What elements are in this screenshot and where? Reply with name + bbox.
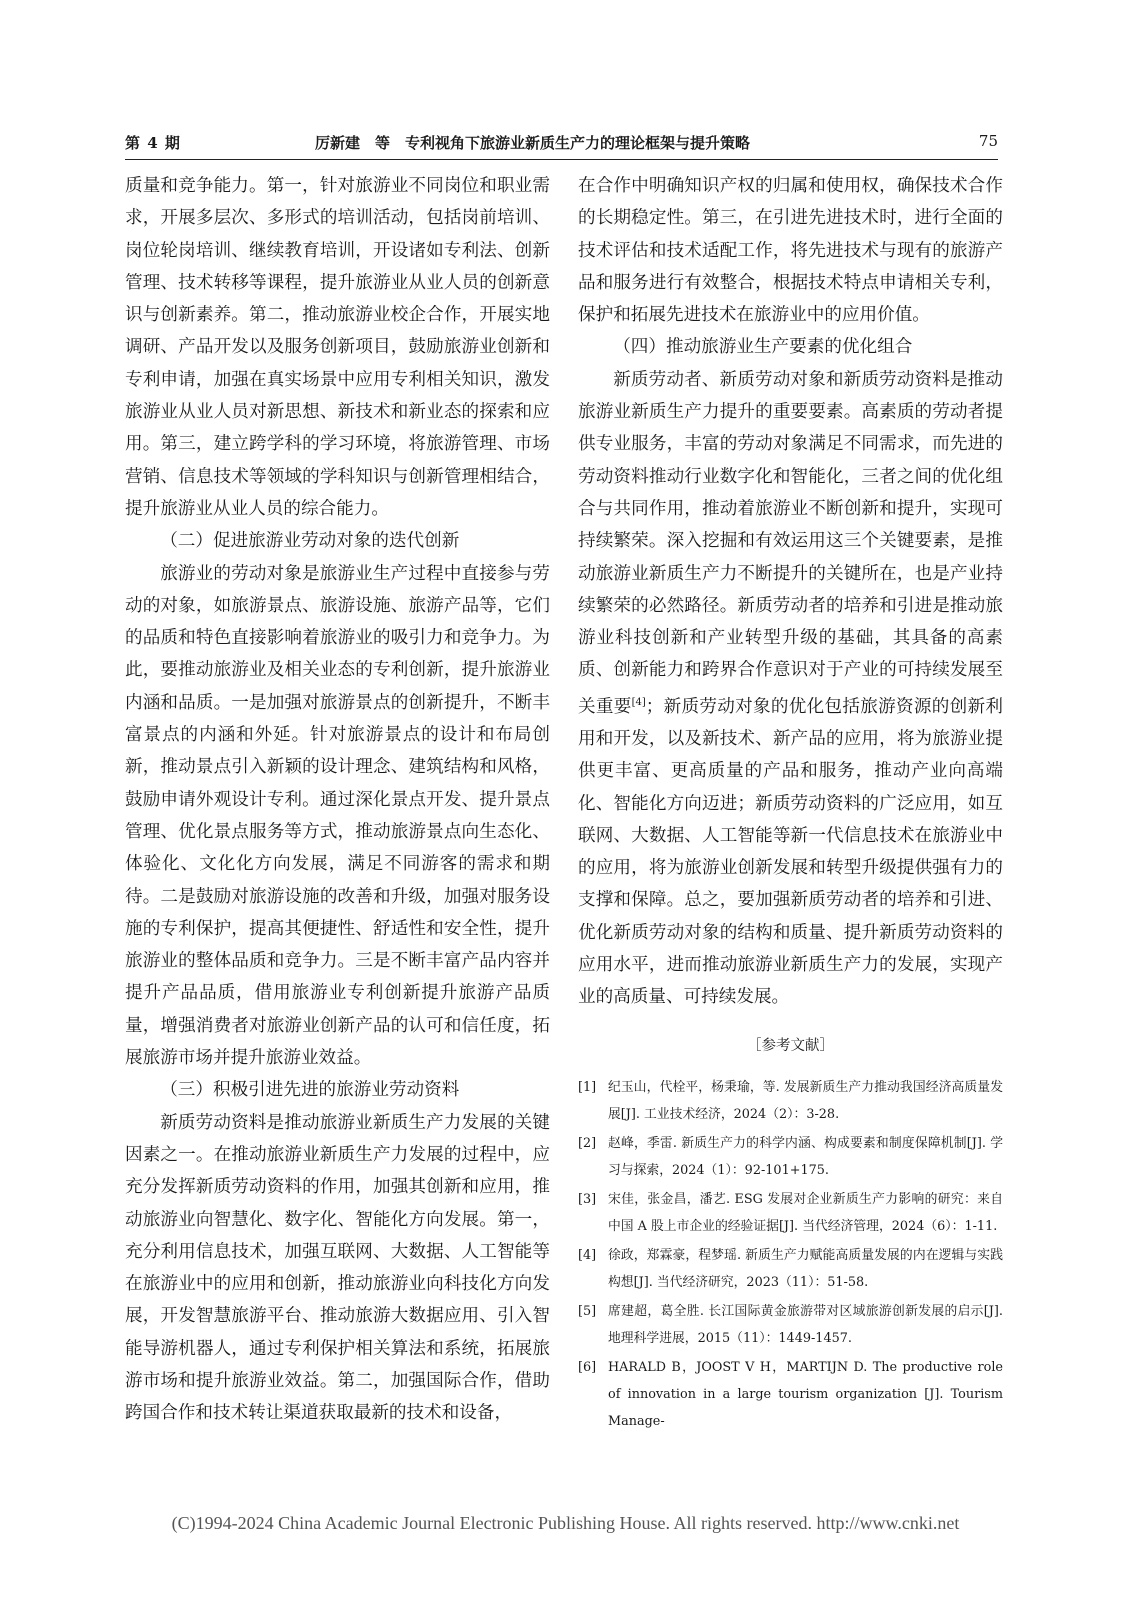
header-rule (125, 159, 998, 160)
reference-item (578, 1074, 1003, 1128)
reference-number: [2] (578, 1135, 597, 1151)
reference-text: 赵峰，季雷. 新质生产力的科学内涵、构成要素和制度保障机制[J]. 学习与探索，2024（1）：92-101+175. (608, 1135, 1003, 1178)
reference-list (578, 1074, 1003, 1435)
reference-number: [5] (578, 1303, 597, 1319)
reference-number: [1] (578, 1079, 597, 1095)
reference-text: HARALD B，JOOST V H，MARTIJN D. The productive role of innovation in a large tourism organization [J]. Tourism Manage- (608, 1359, 1003, 1429)
reference-text: 席建超，葛全胜. 长江国际黄金旅游带对区域旅游创新发展的启示[J]. 地理科学进展，2015（11）：1449-1457. (608, 1303, 1003, 1346)
reference-item (578, 1242, 1003, 1296)
reference-text: 纪玉山，代栓平，杨秉瑜，等. 发展新质生产力推动我国经济高质量发展[J]. 工业技术经济，2024（2）：3-28. (608, 1079, 1003, 1122)
reference-number: [6] (578, 1359, 597, 1375)
page-number: 75 (978, 132, 998, 150)
reference-item (578, 1354, 1003, 1435)
paragraph: 旅游业的劳动对象是旅游业生产过程中直接参与劳动的对象，如旅游景点、旅游设施、旅游产品等，它们的品质和特色直接影响着旅游业的吸引力和竞争力。为此，要推动旅游业及相关业态的专利创新，提升旅游业内涵和品质。一是加强对旅游景点的创新提升，不断丰富景点的内涵和外延。针对旅游景点的设计和布局创新，推动景点引入新颖的设计理念、建筑结构和风格，鼓励申请外观设计专利。通过深化景点开发、提升景点管理、优化景点服务等方式，推动旅游景点向生态化、体验化、文化化方向发展，满足不同游客的需求和期待。二是鼓励对旅游设施的改善和升级，加强对服务设施的专利保护，提高其便捷性、舒适性和安全性，提升旅游业的整体品质和竞争力。三是不断丰富产品内容并提升产品品质，借用旅游业专利创新提升旅游产品质量，增强消费者对旅游业创新产品的认可和信任度，拓展旅游市场并提升旅游业效益。 (125, 563, 550, 1069)
issue-number: 第 4 期 (125, 134, 181, 152)
reference-text: 宋佳，张金昌，潘艺. ESG 发展对企业新质生产力影响的研究：来自中国 A 股上市企业的经验证据[J]. 当代经济管理，2024（6）：1-11. (608, 1191, 1003, 1234)
section-heading: （二）促进旅游业劳动对象的迭代创新 (160, 531, 460, 552)
left-column (125, 170, 550, 1430)
reference-number: [4] (578, 1247, 597, 1263)
paragraph: 在合作中明确知识产权的归属和使用权，确保技术合作的长期稳定性。第三，在引进先进技术时，进行全面的技术评估和技术适配工作，将先进技术与现有的旅游产品和服务进行有效整合，根据技术特点申请相关专利，保护和拓展先进技术在旅游业中的应用价值。 (578, 176, 1003, 326)
citation-marker: [4] (631, 696, 646, 708)
copyright-footer: (C)1994-2024 China Academic Journal Electronic Publishing House. All rights reserved. http://www.cnki.net (171, 1513, 960, 1533)
reference-item (578, 1130, 1003, 1184)
paragraph-text: 新质劳动者、新质劳动对象和新质劳动资料是推动旅游业新质生产力提升的重要要素。高素质的劳动者提供专业服务，丰富的劳动对象满足不同需求，而先进的劳动资料推动行业数字化和智能化，三者之间的优化组合与共同作用，推动着旅游业不断创新和提升，实现可持续繁荣。深入挖掘和有效运用这三个关键要素，是推动旅游业新质生产力不断提升的关键所在，也是产业持续繁荣的必然路径。新质劳动者的培养和引进是推动旅游业科技创新和产业转型升级的基础，其具备的高素质、创新能力和跨界合作意识对于产业的可持续发展至关重要 (578, 369, 1003, 717)
reference-item (578, 1186, 1003, 1240)
paragraph (578, 364, 1003, 1014)
right-column (578, 170, 1003, 1437)
reference-item (578, 1298, 1003, 1352)
paragraph-text: ；新质劳动对象的优化包括旅游资源的创新利用和开发，以及新技术、新产品的应用，将为旅游业提供更丰富、更高质量的产品和服务，推动产业向高端化、智能化方向迈进；新质劳动资料的广泛应用，如互联网、大数据、人工智能等新一代信息技术在旅游业中的应用，将为旅游业创新发展和转型升级提供强有力的支撑和保障。总之，要加强新质劳动者的培养和引进、优化新质劳动对象的结构和质量、提升新质劳动资料的应用水平，进而推动旅游业新质生产力的发展，实现产业的高质量、可持续发展。 (578, 696, 1003, 1008)
references-title: ［参考文献］ (747, 1037, 834, 1054)
reference-number: [3] (578, 1191, 597, 1207)
running-title: 厉新建 等 专利视角下旅游业新质生产力的理论框架与提升策略 (315, 134, 751, 152)
paragraph: 新质劳动资料是推动旅游业新质生产力发展的关键因素之一。在推动旅游业新质生产力发展的过程中，应充分发挥新质劳动资料的作用，加强其创新和应用，推动旅游业向智慧化、数字化、智能化方向发展。第一，充分利用信息技术，加强互联网、大数据、人工智能等在旅游业中的应用和创新，推动旅游业向科技化方向发展，开发智慧旅游平台、推动旅游大数据应用、引入智能导游机器人，通过专利保护相关算法和系统，拓展旅游市场和提升旅游业效益。第二，加强国际合作，借助跨国合作和技术转让渠道获取最新的技术和设备， (125, 1112, 550, 1424)
section-heading: （三）积极引进先进的旅游业劳动资料 (160, 1080, 460, 1101)
reference-text: 徐政，郑霖豪，程梦瑶. 新质生产力赋能高质量发展的内在逻辑与实践构想[J]. 当代经济研究，2023（11）：51-58. (608, 1247, 1003, 1290)
running-header (125, 132, 998, 156)
paragraph: 质量和竞争能力。第一，针对旅游业不同岗位和职业需求，开展多层次、多形式的培训活动，包括岗前培训、岗位轮岗培训、继续教育培训，开设诸如专利法、创新管理、技术转移等课程，提升旅游业从业人员的创新意识与创新素养。第二，推动旅游业校企合作，开展实地调研、产品开发以及服务创新项目，鼓励旅游业创新和专利申请，加强在真实场景中应用专利相关知识，激发旅游业从业人员对新思想、新技术和新业态的探索和应用。第三，建立跨学科的学习环境，将旅游管理、市场营销、信息技术等领域的学科知识与创新管理相结合，提升旅游业从业人员的综合能力。 (125, 176, 550, 519)
section-heading: （四）推动旅游业生产要素的优化组合 (613, 337, 913, 358)
